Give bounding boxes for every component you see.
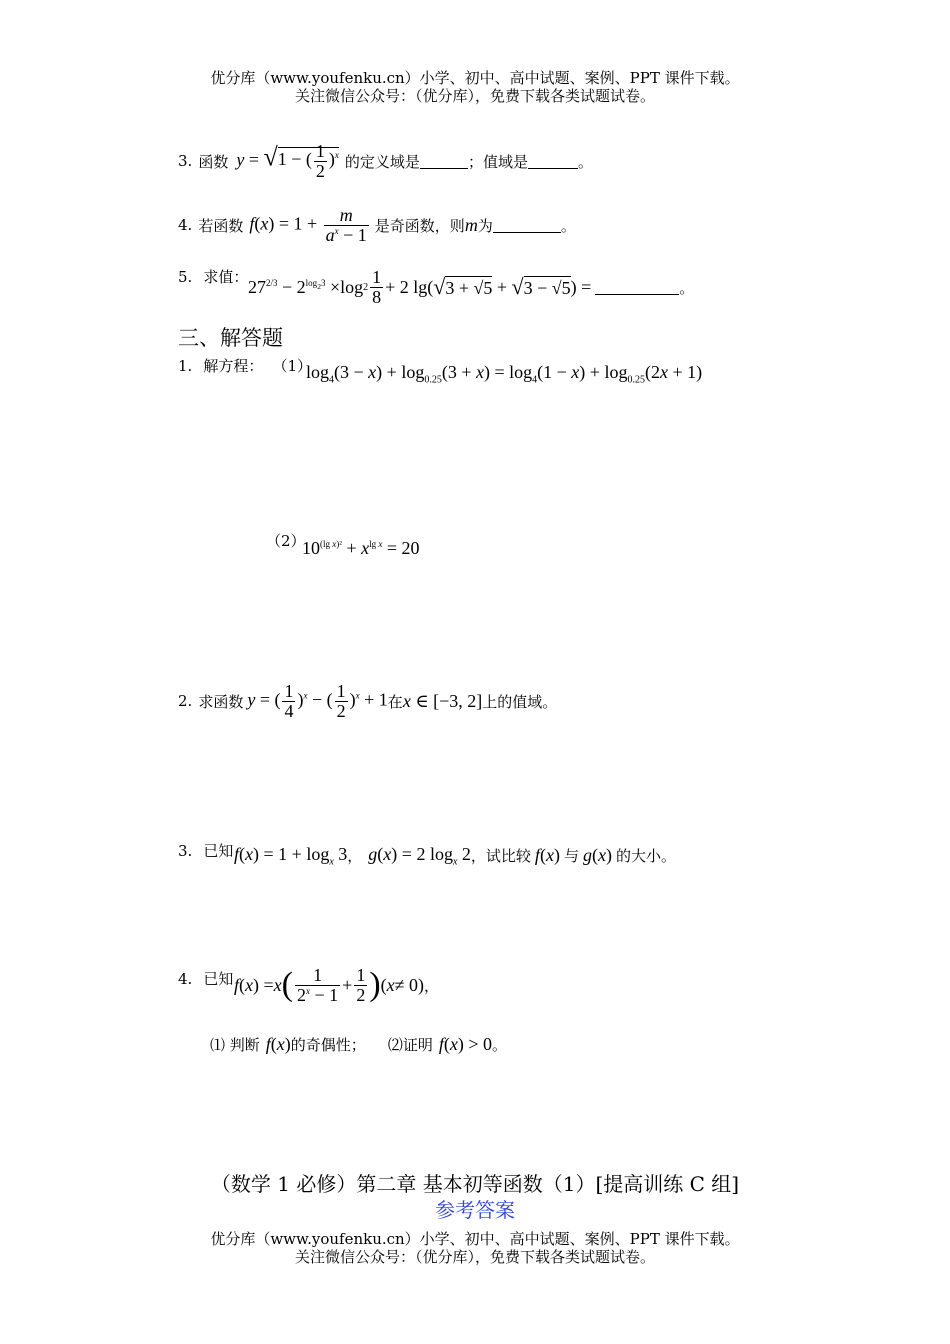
solve-question-3 [178, 840, 233, 861]
question-number: 3. [178, 152, 193, 170]
formula-interval: x ∈ [−3, 2] [402, 690, 483, 711]
question-label: 若函数 [198, 216, 244, 235]
question-text: 与 [563, 847, 579, 866]
formula-exponent-equation: $10^{(lg x)^2} + x^{lg x} = 20$ [302, 538, 420, 558]
question-label: 求函数 [198, 692, 244, 711]
header-line-1: 优分库（www.youfenku.cn）小学、初中、高中试题、案例、PPT 课件下载。 [210, 69, 740, 87]
question-text: 的定义域是 [344, 152, 420, 171]
section-title: 三、解答题 [178, 326, 283, 350]
formula-evaluate: $27^{2/3}$ − $2^{log_23}$ ×log 2 $\frac{1}{8}$ + 2 lg( √ 3 + √5 + √ 3 − √5 ) = 。 [248, 266, 695, 307]
answer-blank[interactable] [595, 280, 679, 295]
question-number: 5. [178, 268, 193, 286]
question-label: 函数 [198, 152, 229, 171]
formula-f: $f(x) = 1 + \log_x 3$ [234, 844, 348, 868]
solve-question-4-subparts [210, 1034, 507, 1055]
question-text: 的奇偶性； [290, 1036, 366, 1054]
solve-question-2 [178, 676, 557, 726]
formula-sqrt-function: y = √1 − ( $\frac{1}{2}$ )$^x$ [236, 140, 339, 181]
part-label: （1） [272, 357, 313, 375]
question-text: 。 [492, 1036, 508, 1054]
question-label: 已知 [203, 970, 234, 988]
header-line-2: 关注微信公众号：（优分库），免费下载各类试题试卷。 [294, 87, 655, 105]
question-text: 是奇函数，则 [374, 216, 465, 235]
formula-odd-function: f(x) = 1 + $\frac{m}{a^x - 1}$ [249, 204, 367, 245]
answer-heading: 参考答案 [435, 1198, 515, 1222]
fill-question-5 [178, 266, 248, 287]
question-label: 求值： [203, 268, 249, 286]
question-text: 在 [387, 692, 403, 711]
variable-m: m [464, 214, 478, 235]
subpart-label: ⑴ 判断 [210, 1036, 260, 1054]
question-text: ， [424, 978, 440, 995]
solve-question-1 [178, 355, 312, 376]
question-text: 。 [560, 216, 576, 235]
question-number: 3. [178, 842, 193, 860]
chapter-title: （数学 1 必修）第二章 基本初等函数（1）[提高训练 C 组] [210, 1172, 740, 1196]
formula-g: g(x) = 2 $\log_x 2$ [368, 844, 471, 868]
answer-blank[interactable] [528, 154, 578, 169]
formula-f-ref: f(x) [534, 845, 560, 866]
formula-g-ref: g(x) [582, 845, 612, 866]
fill-question-4 [178, 200, 576, 250]
question-number: 4. [178, 970, 193, 988]
question-text: 为 [477, 216, 493, 235]
answer-blank[interactable] [420, 154, 468, 169]
question-number: 4. [178, 216, 193, 234]
question-text: ，试比较 [470, 847, 531, 866]
question-text: 。 [577, 152, 593, 171]
footer-line-1: 优分库（www.youfenku.cn）小学、初中、高中试题、案例、PPT 课件下载。 [210, 1230, 740, 1248]
question-label: 已知 [203, 842, 234, 860]
question-text: ， [347, 847, 363, 866]
solve-question-3-body [234, 844, 676, 868]
formula-positive: f(x) > 0 [438, 1034, 492, 1054]
formula-f-ref: f(x) [265, 1034, 291, 1054]
formula-parity-function: f ( x ) = x ( $\frac{1}{2^x - 1}$ + $\frac{1}{2}$ ) ( x ≠ 0) ， [234, 964, 440, 1005]
question-number: 1. [178, 357, 193, 375]
formula-log-equation: $\log_4(3 - x) + \log_{0.25}(3 + x) = \log_4(1 - x) + \log_{0.25}(2x + 1)$ [306, 362, 703, 386]
question-text: 的大小。 [615, 847, 676, 866]
part-label: （2） [266, 532, 306, 550]
question-text: ；值域是 [467, 152, 528, 171]
question-number: 2. [178, 692, 193, 710]
fill-question-3 [178, 136, 593, 186]
solve-question-4 [178, 968, 233, 989]
formula-range-function: y = ( $\frac{1}{4}$ )$^x$ − ( $\frac{1}{2}$ )$^x$ + 1 [247, 680, 388, 721]
subpart-label: ⑵证明 [387, 1036, 433, 1054]
footer-line-2: 关注微信公众号：（优分库），免费下载各类试题试卷。 [294, 1248, 655, 1266]
question-label: 解方程： [203, 357, 264, 375]
answer-blank[interactable] [493, 218, 561, 233]
question-text: 上的值域。 [482, 692, 558, 711]
